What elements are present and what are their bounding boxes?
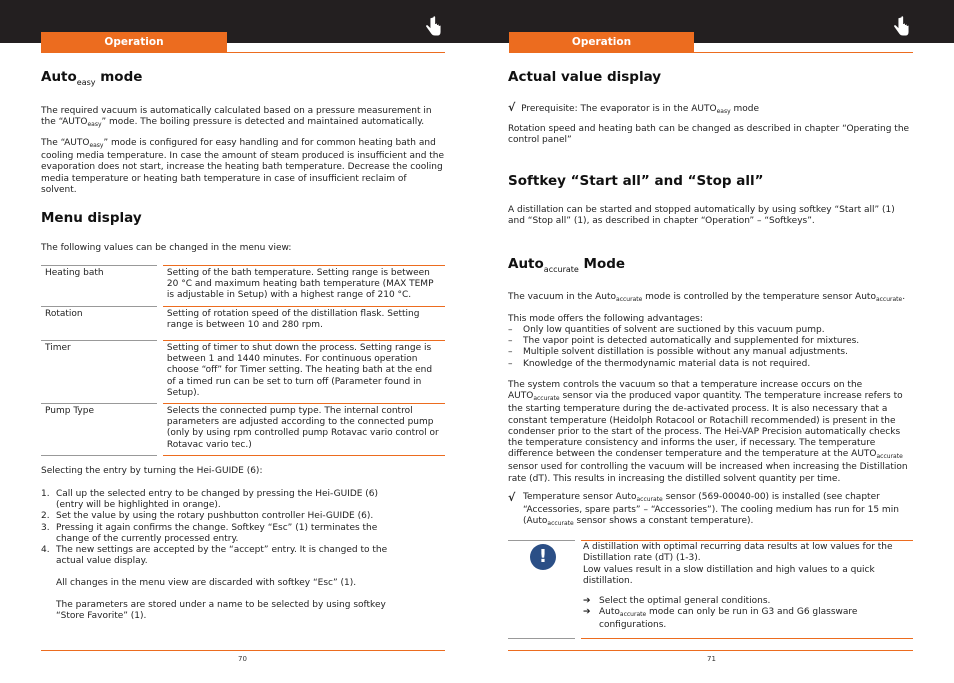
page-number: 70 <box>238 655 247 663</box>
paragraph: The system controls the vacuum so that a temperature increase occurs on the $AUTO_{accurate}$ sensor via the produced vapor quantity. The temperature increase refers to the starting temperature during the de-activated process. It is also necessary that a constant temperature (Heidolph Rotacool or Rotachill recommended) is present in the condenser prior to the start of the process. The Hei-VAP Precision automatically checks the temperature consistency and informs the user, if necessary. The temperature difference between the condenser temperature and the temperature at the $AUTO_{accurate}$ sensor used for controlling the vacuum will be increased when increasing the Distillation rate (dT). This results in increasing the distilled solvent quantity per time. <box>508 380 908 484</box>
list-item: – The vapor point is detected automatically and supplemented for mixtures. <box>508 336 860 347</box>
heading-softkey: Softkey “Start all” and “Stop all” <box>508 173 764 189</box>
table-value: Setting of rotation speed of the distillation flask. Setting range is between 10 and 280 rpm. <box>163 306 445 340</box>
table-value: Setting of timer to shut down the process. Setting range is between 1 and 1440 minutes. For continuous operation choose “off” for Timer setting. The heating bath at the end of a timed run can be set to turn off (Parameter found in Setup). <box>163 341 445 404</box>
advantages-list <box>508 325 908 370</box>
table-row <box>41 306 445 340</box>
heading-auto-easy: Auto$_{easy}$ mode <box>41 69 143 87</box>
list-item: 4. The new settings are accepted by the “accept” entry. It is changed to the actual value display. <box>41 545 388 567</box>
paragraph: Selecting the entry by turning the Hei-GUIDE (6): <box>41 466 263 476</box>
heading-auto-accurate: Auto$_{accurate}$ Mode <box>508 256 626 274</box>
list-item: 3. Pressing it again confirms the change. Softkey “Esc” (1) terminates the change of the currently processed entry. <box>41 522 378 544</box>
heading-menu-display: Menu display <box>41 210 142 226</box>
hand-pointer-icon <box>424 16 442 38</box>
note-rule <box>581 540 913 541</box>
menu-values-table <box>41 265 445 456</box>
arrow-right-icon: ➔ <box>583 596 591 606</box>
list-item: 2. Set the value by using the rotary pushbutton controller Hei-GUIDE (6). <box>41 511 374 522</box>
tab-underline <box>41 52 445 53</box>
exclamation-icon <box>530 544 556 570</box>
note-rule <box>508 638 575 639</box>
table-key: Heating bath <box>41 266 157 307</box>
page-number: 71 <box>707 655 716 663</box>
section-tab: Operation <box>41 32 227 53</box>
note-list <box>583 596 903 632</box>
table-key: Rotation <box>41 306 157 340</box>
table-key: Timer <box>41 341 157 404</box>
hand-pointer-icon <box>892 16 910 38</box>
list-item: – Multiple solvent distillation is possible without any manual adjustments. <box>508 347 848 358</box>
list-item: – Only low quantities of solvent are suctioned by this vacuum pump. <box>508 325 825 335</box>
paragraph: The parameters are stored under a name to be selected by using softkey “Store Favorite” (1). <box>56 600 386 622</box>
list-item: ➔ Select the optimal general conditions. <box>583 596 771 606</box>
paragraph: This mode offers the following advantages: <box>508 314 703 324</box>
paragraph: The following values can be changed in the menu view: <box>41 243 292 253</box>
table-row <box>41 404 445 456</box>
paragraph: The required vacuum is automatically calculated based on a pressure measurement in the “$AUTO_{easy}$” mode. The boiling pressure is detected and maintained automatically. <box>41 106 432 129</box>
table-value: Selects the connected pump type. The internal control parameters are adjusted according to the connected pump (only by using rpm controlled pump Rotavac vario control or Rotavac vario tec.) <box>163 404 445 456</box>
check-icon: √ <box>508 491 516 504</box>
footer-rule <box>508 650 913 651</box>
paragraph: All changes in the menu view are discarded with softkey “Esc” (1). <box>56 578 357 588</box>
table-value: Setting of the bath temperature. Setting range is between 20 °C and maximum heating bath temperature (MAX TEMP is adjustable in Setup) with a highest range of 210 °C. <box>163 266 445 307</box>
check-icon: √ <box>508 101 516 114</box>
heading-actual-value: Actual value display <box>508 69 662 85</box>
list-item: ➔ Auto$_{accurate}$ mode can only be run in G3 and G6 glassware configurations. <box>583 607 858 631</box>
arrow-right-icon: ➔ <box>583 607 591 618</box>
list-item: 1. Call up the selected entry to be changed by pressing the Hei-GUIDE (6) (entry will be highlighted in orange). <box>41 489 379 511</box>
note-paragraph: A distillation with optimal recurring data results at low values for the Distillation rate (dT) (1-3). <box>583 542 893 564</box>
table-key: Pump Type <box>41 404 157 456</box>
paragraph: The “$AUTO_{easy}$” mode is configured for easy handling and for common heating bath and cooling media temperature. In case the amount of steam produced is insufficient and the evaporation does not start, increase the heating bath temperature. Decrease the cooling media temperature or heating bath temperature in case of insufficient reclaim of solvent. <box>41 138 445 195</box>
tab-underline <box>509 52 913 53</box>
note-rule <box>581 638 913 639</box>
note-paragraph: Low values result in a slow distillation and high values to a quick distillation. <box>583 565 875 587</box>
steps-list <box>41 489 396 567</box>
prerequisite: √ Prerequisite: The evaporator is in the $AUTO_{easy}$ mode <box>508 101 760 115</box>
paragraph: Temperature sensor Auto$_{accurate}$ sensor (569-00040-00) is installed (see chapter “Accessories, spare parts” – “Accessories”). The cooling medium has run for 15 min (Auto$_{accurate}$ sensor shows a constant temperature). <box>523 492 899 528</box>
paragraph: A distillation can be started and stopped automatically by using softkey “Start all” (1) and “Stop all” (1), as described in chapter “Operation” – “Softkeys”. <box>508 205 895 227</box>
note-rule <box>508 540 575 541</box>
table-row <box>41 266 445 307</box>
list-item: – Knowledge of the thermodynamic material data is not required. <box>508 358 811 369</box>
footer-rule <box>41 650 445 651</box>
paragraph: The vacuum in the Auto$_{accurate}$ mode is controlled by the temperature sensor Auto$_{accurate}$. <box>508 292 906 303</box>
paragraph: Rotation speed and heating bath can be changed as described in chapter “Operating the control panel” <box>508 124 910 146</box>
section-tab: Operation <box>509 32 694 53</box>
table-row <box>41 341 445 404</box>
